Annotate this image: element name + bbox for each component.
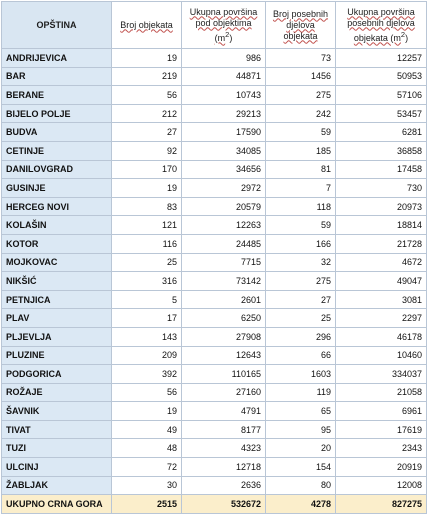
table-row xyxy=(2,67,427,86)
parts-area-cell: 36858 xyxy=(336,141,427,160)
area-cell: 4323 xyxy=(182,439,266,458)
municipality-name: BERANE xyxy=(2,86,112,105)
table-row xyxy=(2,216,427,235)
area-cell: 44871 xyxy=(182,67,266,86)
area-cell: 532672 xyxy=(182,495,266,514)
header-municipality: OPŠTINA xyxy=(2,2,112,49)
parts-area-cell: 730 xyxy=(336,179,427,198)
table-row xyxy=(2,49,427,68)
parts-count-cell: 1603 xyxy=(266,365,336,384)
area-cell: 2636 xyxy=(182,476,266,495)
parts-count-cell: 20 xyxy=(266,439,336,458)
municipality-name: MOJKOVAC xyxy=(2,253,112,272)
parts-area-cell: 21058 xyxy=(336,383,427,402)
municipality-name: BUDVA xyxy=(2,123,112,142)
parts-count-cell: 275 xyxy=(266,86,336,105)
table-row xyxy=(2,309,427,328)
municipality-name: KOLAŠIN xyxy=(2,216,112,235)
parts-area-cell: 2297 xyxy=(336,309,427,328)
objects-count-cell: 56 xyxy=(112,86,182,105)
parts-count-cell: 7 xyxy=(266,179,336,198)
table-row xyxy=(2,327,427,346)
objects-count-cell: 116 xyxy=(112,234,182,253)
area-cell: 986 xyxy=(182,49,266,68)
parts-count-cell: 275 xyxy=(266,272,336,291)
table-row xyxy=(2,365,427,384)
objects-count-cell: 17 xyxy=(112,309,182,328)
municipality-name: CETINJE xyxy=(2,141,112,160)
table-row xyxy=(2,253,427,272)
municipality-name: BIJELO POLJE xyxy=(2,104,112,123)
municipality-name: TIVAT xyxy=(2,420,112,439)
area-cell: 12718 xyxy=(182,458,266,477)
header-row xyxy=(2,2,427,49)
parts-count-cell: 242 xyxy=(266,104,336,123)
parts-area-cell: 3081 xyxy=(336,290,427,309)
objects-count-cell: 25 xyxy=(112,253,182,272)
parts-area-cell: 21728 xyxy=(336,234,427,253)
parts-count-cell: 80 xyxy=(266,476,336,495)
objects-count-cell: 92 xyxy=(112,141,182,160)
municipality-name: ŠAVNIK xyxy=(2,402,112,421)
objects-count-cell: 83 xyxy=(112,197,182,216)
municipality-name: ROŽAJE xyxy=(2,383,112,402)
municipality-name: PLJEVLJA xyxy=(2,327,112,346)
table-row xyxy=(2,420,427,439)
area-cell: 12643 xyxy=(182,346,266,365)
municipality-name: PLAV xyxy=(2,309,112,328)
table-row xyxy=(2,86,427,105)
area-cell: 12263 xyxy=(182,216,266,235)
objects-count-cell: 170 xyxy=(112,160,182,179)
objects-count-cell: 49 xyxy=(112,420,182,439)
parts-count-cell: 154 xyxy=(266,458,336,477)
area-cell: 27908 xyxy=(182,327,266,346)
parts-area-cell: 12008 xyxy=(336,476,427,495)
municipality-name: ŽABLJAK xyxy=(2,476,112,495)
parts-count-cell: 65 xyxy=(266,402,336,421)
area-cell: 2972 xyxy=(182,179,266,198)
parts-area-cell: 17458 xyxy=(336,160,427,179)
total-row xyxy=(2,495,427,514)
table-row xyxy=(2,197,427,216)
table-row xyxy=(2,402,427,421)
buildings-table xyxy=(1,1,427,514)
parts-area-cell: 6281 xyxy=(336,123,427,142)
parts-area-cell: 4672 xyxy=(336,253,427,272)
table-row xyxy=(2,123,427,142)
objects-count-cell: 219 xyxy=(112,67,182,86)
table-row xyxy=(2,476,427,495)
area-cell: 20579 xyxy=(182,197,266,216)
municipality-name: HERCEG NOVI xyxy=(2,197,112,216)
area-cell: 4791 xyxy=(182,402,266,421)
municipality-name: PETNJICA xyxy=(2,290,112,309)
area-cell: 17590 xyxy=(182,123,266,142)
parts-count-cell: 81 xyxy=(266,160,336,179)
parts-area-cell: 17619 xyxy=(336,420,427,439)
parts-area-cell: 6961 xyxy=(336,402,427,421)
table-row xyxy=(2,439,427,458)
area-cell: 8177 xyxy=(182,420,266,439)
area-cell: 7715 xyxy=(182,253,266,272)
area-cell: 10743 xyxy=(182,86,266,105)
parts-count-cell: 59 xyxy=(266,123,336,142)
objects-count-cell: 316 xyxy=(112,272,182,291)
parts-count-cell: 166 xyxy=(266,234,336,253)
objects-count-cell: 209 xyxy=(112,346,182,365)
table-row xyxy=(2,179,427,198)
municipality-name: TUZI xyxy=(2,439,112,458)
municipality-name: NIKŠIĆ xyxy=(2,272,112,291)
objects-count-cell: 56 xyxy=(112,383,182,402)
objects-count-cell: 19 xyxy=(112,179,182,198)
objects-count-cell: 2515 xyxy=(112,495,182,514)
table-row xyxy=(2,346,427,365)
parts-area-cell: 334037 xyxy=(336,365,427,384)
table-row xyxy=(2,290,427,309)
header-objects-count: Broj objekata xyxy=(112,2,182,49)
parts-area-cell: 827275 xyxy=(336,495,427,514)
parts-count-cell: 66 xyxy=(266,346,336,365)
parts-count-cell: 73 xyxy=(266,49,336,68)
municipality-name: ULCINJ xyxy=(2,458,112,477)
municipality-name: DANILOVGRAD xyxy=(2,160,112,179)
municipality-name: GUSINJE xyxy=(2,179,112,198)
area-cell: 2601 xyxy=(182,290,266,309)
parts-count-cell: 59 xyxy=(266,216,336,235)
objects-count-cell: 121 xyxy=(112,216,182,235)
parts-count-cell: 95 xyxy=(266,420,336,439)
area-cell: 34085 xyxy=(182,141,266,160)
municipality-name: KOTOR xyxy=(2,234,112,253)
parts-count-cell: 296 xyxy=(266,327,336,346)
objects-count-cell: 143 xyxy=(112,327,182,346)
parts-count-cell: 119 xyxy=(266,383,336,402)
objects-count-cell: 212 xyxy=(112,104,182,123)
parts-area-cell: 20919 xyxy=(336,458,427,477)
area-cell: 110165 xyxy=(182,365,266,384)
parts-count-cell: 27 xyxy=(266,290,336,309)
area-cell: 24485 xyxy=(182,234,266,253)
area-cell: 6250 xyxy=(182,309,266,328)
municipality-name: UKUPNO CRNA GORA xyxy=(2,495,112,514)
table-row xyxy=(2,234,427,253)
parts-count-cell: 4278 xyxy=(266,495,336,514)
municipality-name: PLUZINE xyxy=(2,346,112,365)
objects-count-cell: 30 xyxy=(112,476,182,495)
municipality-name: BAR xyxy=(2,67,112,86)
objects-count-cell: 5 xyxy=(112,290,182,309)
parts-area-cell: 50953 xyxy=(336,67,427,86)
header-parts-area: Ukupna površina posebnih djelova objekata $(m^2)$ xyxy=(336,2,427,49)
header-area-under-objects: Ukupna površina pod objektima $(m^2)$ xyxy=(182,2,266,49)
parts-area-cell: 10460 xyxy=(336,346,427,365)
area-cell: 73142 xyxy=(182,272,266,291)
objects-count-cell: 392 xyxy=(112,365,182,384)
objects-count-cell: 19 xyxy=(112,49,182,68)
table-row xyxy=(2,141,427,160)
parts-count-cell: 1456 xyxy=(266,67,336,86)
table-row xyxy=(2,458,427,477)
parts-area-cell: 2343 xyxy=(336,439,427,458)
objects-count-cell: 72 xyxy=(112,458,182,477)
objects-count-cell: 27 xyxy=(112,123,182,142)
parts-area-cell: 46178 xyxy=(336,327,427,346)
table-row xyxy=(2,383,427,402)
parts-area-cell: 57106 xyxy=(336,86,427,105)
table-row xyxy=(2,104,427,123)
municipality-name: ANDRIJEVICA xyxy=(2,49,112,68)
area-cell: 34656 xyxy=(182,160,266,179)
parts-area-cell: 49047 xyxy=(336,272,427,291)
table-row xyxy=(2,272,427,291)
parts-count-cell: 25 xyxy=(266,309,336,328)
area-cell: 29213 xyxy=(182,104,266,123)
municipality-name: PODGORICA xyxy=(2,365,112,384)
parts-area-cell: 53457 xyxy=(336,104,427,123)
parts-area-cell: 12257 xyxy=(336,49,427,68)
parts-area-cell: 18814 xyxy=(336,216,427,235)
parts-count-cell: 118 xyxy=(266,197,336,216)
parts-count-cell: 32 xyxy=(266,253,336,272)
header-parts-count: Broj posebnih djelova objekata xyxy=(266,2,336,49)
table-row xyxy=(2,160,427,179)
parts-area-cell: 20973 xyxy=(336,197,427,216)
objects-count-cell: 19 xyxy=(112,402,182,421)
area-cell: 27160 xyxy=(182,383,266,402)
objects-count-cell: 48 xyxy=(112,439,182,458)
parts-count-cell: 185 xyxy=(266,141,336,160)
